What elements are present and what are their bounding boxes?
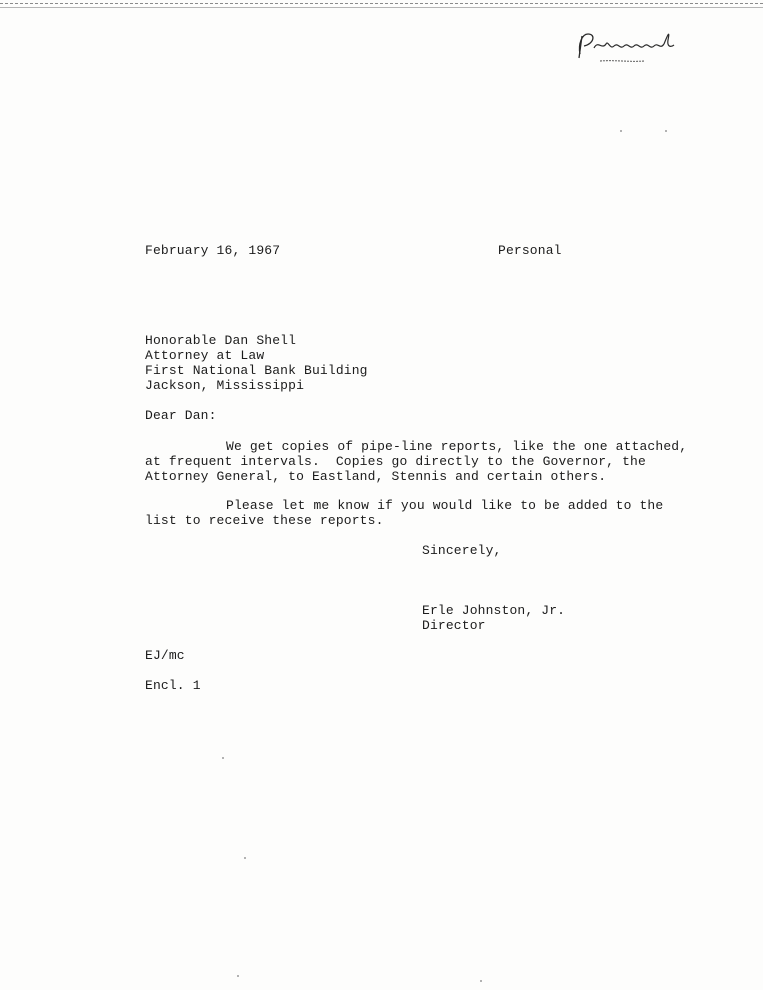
personal-marking: Personal: [498, 243, 562, 258]
body-paragraph-2-line-1: Please let me know if you would like to be added to the: [226, 498, 664, 513]
handwritten-personal-note: [574, 26, 678, 66]
top-edge-line: [0, 7, 763, 8]
body-paragraph-2-line-2: list to receive these reports.: [145, 513, 384, 528]
scan-speck: [620, 130, 622, 132]
scan-speck: [237, 975, 239, 977]
recipient-building: First National Bank Building: [145, 363, 368, 378]
signature-name: Erle Johnston, Jr.: [422, 603, 566, 618]
body-paragraph-1-line-1: We get copies of pipe-line reports, like the one attached,: [226, 439, 688, 454]
typist-initials: EJ/mc: [145, 648, 185, 663]
closing: Sincerely,: [422, 543, 502, 558]
scan-speck: [665, 130, 667, 132]
salutation: Dear Dan:: [145, 408, 217, 423]
recipient-name: Honorable Dan Shell: [145, 333, 297, 348]
letter-date: February 16, 1967: [145, 243, 281, 258]
body-paragraph-1-line-3: Attorney General, to Eastland, Stennis and certain others.: [145, 469, 607, 484]
recipient-title: Attorney at Law: [145, 348, 265, 363]
recipient-city: Jackson, Mississippi: [145, 378, 305, 393]
enclosure-note: Encl. 1: [145, 678, 201, 693]
body-paragraph-1-line-2: at frequent intervals. Copies go directly to the Governor, the: [145, 454, 646, 469]
signature-title: Director: [422, 618, 486, 633]
scan-speck: [480, 980, 482, 982]
top-edge-perforation: [0, 3, 763, 4]
scan-speck: [222, 757, 224, 759]
scan-speck: [244, 857, 246, 859]
